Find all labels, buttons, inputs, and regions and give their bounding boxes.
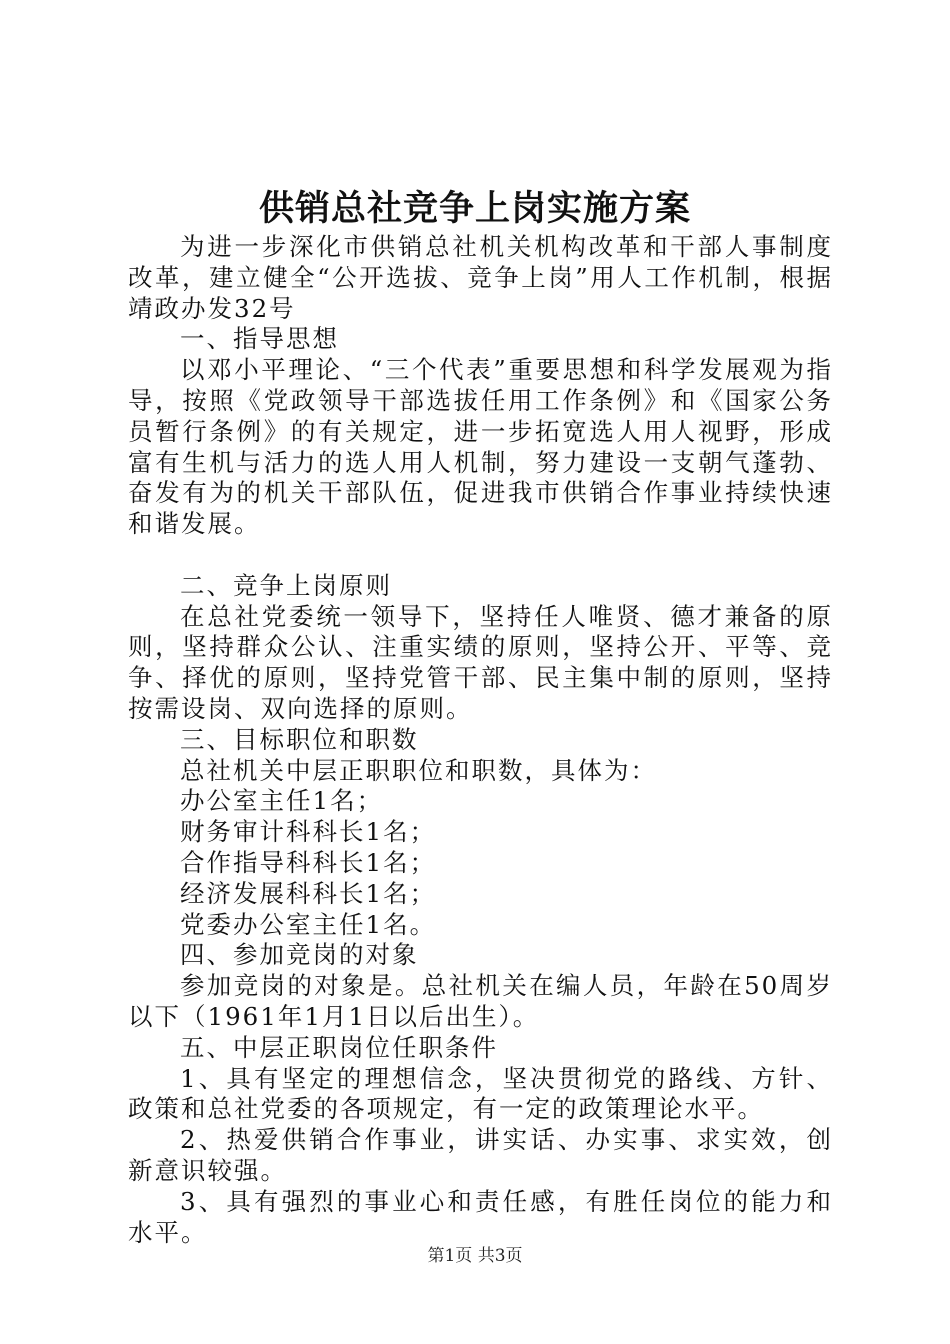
- section-heading-principles: 二、竞争上岗原则: [180, 570, 392, 600]
- section-heading-qualifications: 五、中层正职岗位任职条件: [180, 1032, 498, 1062]
- document-body: [128, 232, 833, 1248]
- position-item: 办公室主任1名；: [180, 786, 384, 816]
- principles-paragraph: 在总社党委统一领导下，坚持任人唯贤、德才兼备的原则，坚持群众公认、注重实绩的原则，坚持公开、平等、竞争、择优的原则，坚持党管干部、民主集中制的原则，坚持按需设岗、双向选择的原则。: [128, 601, 833, 723]
- position-item: 党委办公室主任1名。: [180, 909, 437, 939]
- position-item: 经济发展科科长1名；: [180, 878, 437, 908]
- intro-paragraph: 为进一步深化市供销总社机关机构改革和干部人事制度改革，建立健全“公开选拔、竞争上岗”用人工作机制，根据靖政办发32号: [128, 232, 833, 323]
- guiding-ideology-paragraph: 以邓小平理论、“三个代表”重要思想和科学发展观为指导，按照《党政领导干部选拔任用工作条例》和《国家公务员暂行条例》的有关规定，进一步拓宽选人用人视野，形成富有生机与活力的选人用人机制，努力建设一支朝气蓬勃、奋发有为的机关干部队伍，促进我市供销合作事业持续快速和谐发展。: [128, 355, 833, 539]
- section-heading-eligible-candidates: 四、参加竞岗的对象: [180, 940, 419, 970]
- position-item: 合作指导科科长1名；: [180, 847, 437, 877]
- qualification-item: 1、具有坚定的理想信念，坚决贯彻党的路线、方针、政策和总社党委的各项规定，有一定的政策理论水平。: [128, 1063, 833, 1124]
- qualification-item: 3、具有强烈的事业心和责任感，有胜任岗位的能力和水平。: [128, 1186, 833, 1247]
- position-item: 财务审计科科长1名；: [180, 817, 437, 847]
- section-heading-target-positions: 三、目标职位和职数: [180, 724, 419, 754]
- section-heading-guiding-ideology: 一、指导思想: [180, 324, 339, 354]
- qualification-item: 2、热爱供销合作事业，讲实话、办实事、求实效，创新意识较强。: [128, 1125, 833, 1185]
- target-positions-intro: 总社机关中层正职职位和职数，具体为：: [180, 755, 657, 785]
- blank-line: [128, 540, 833, 571]
- document-title: 供销总社竞争上岗实施方案: [258, 189, 691, 229]
- eligible-candidates-paragraph: 参加竞岗的对象是。总社机关在编人员，年龄在50周岁以下（1961年1月1日以后出生）。: [128, 971, 833, 1031]
- page-footer: 第1页 共3页: [427, 1246, 523, 1266]
